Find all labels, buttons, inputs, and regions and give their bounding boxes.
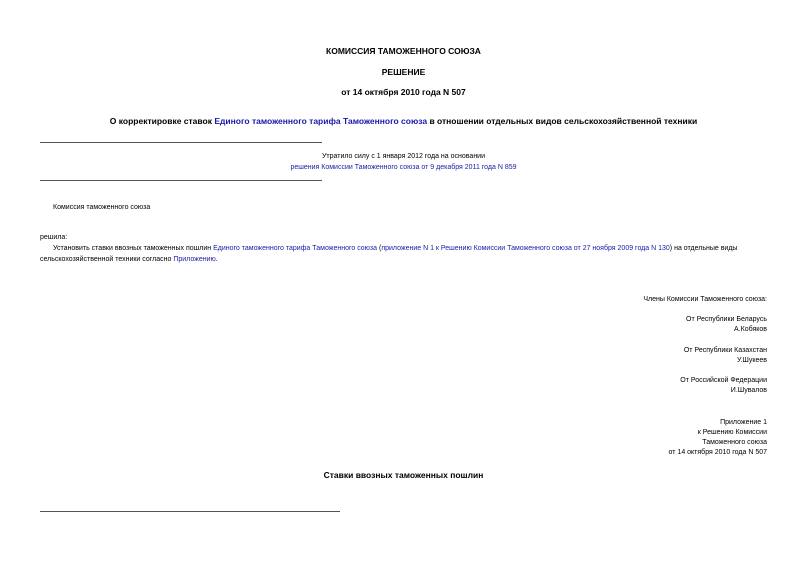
signature-name: У.Шукеев: [736, 357, 767, 364]
divider-top: [40, 142, 322, 143]
appendix-label: от 14 октября 2010 года N 507: [668, 449, 767, 456]
title-text-before: О корректировке ставок: [109, 116, 215, 126]
date-heading: от 14 октября 2010 года N 507: [341, 87, 466, 97]
status-repeal-link[interactable]: решения Комиссии Таможенного союза от 9 декабря 2011 года N 859: [290, 164, 517, 171]
org-heading: КОМИССИЯ ТАМОЖЕННОГО СОЮЗА: [326, 46, 481, 56]
para-text-end: .: [215, 255, 218, 263]
appendix-label: к Решению Комиссии: [697, 429, 767, 436]
appendix-label: Таможенного союза: [702, 439, 767, 446]
divider-appendix: [40, 511, 340, 512]
document-title: [0, 116, 807, 126]
para-link-appendix1[interactable]: приложение N 1 к Решению Комиссии Таможенного союза от 27 ноября 2009 года N 130: [381, 245, 670, 252]
title-text-after: в отношении отдельных видов сельскохозяйственной техники: [427, 116, 698, 126]
para-text-mid: ) на отдельные виды сельскохозяйственной техники согласно: [40, 245, 738, 263]
signature-country: От Российской Федерации: [680, 377, 767, 384]
decided-line: решила:: [40, 234, 68, 241]
doc-type-heading: РЕШЕНИЕ: [381, 67, 426, 77]
signature-country: От Республики Казахстан: [683, 347, 767, 354]
para-link-tariff[interactable]: Единого таможенного тарифа Таможенного союза: [213, 245, 378, 252]
signature-country: От Республики Беларусь: [686, 316, 767, 323]
appendix-label: Приложение 1: [720, 419, 767, 426]
signature-name: И.Шувалов: [730, 387, 767, 394]
appendix-title: Ставки ввозных таможенных пошлин: [323, 470, 484, 480]
title-link-tariff[interactable]: Единого таможенного тарифа Таможенного союза: [214, 116, 428, 126]
para-text-start: Установить ставки ввозных таможенных пошлин: [53, 245, 214, 252]
decision-paragraph: [40, 244, 768, 265]
signatures-heading: Члены Комиссии Таможенного союза:: [643, 296, 767, 303]
para-text-open: (: [377, 245, 382, 252]
commission-line: Комиссия таможенного союза: [53, 204, 151, 211]
signature-name: А.Кобяков: [734, 326, 767, 333]
status-line: Утратило силу с 1 января 2012 года на основании: [321, 153, 486, 160]
para-link-appendix[interactable]: Приложению: [173, 255, 216, 263]
divider-bottom: [40, 180, 322, 181]
